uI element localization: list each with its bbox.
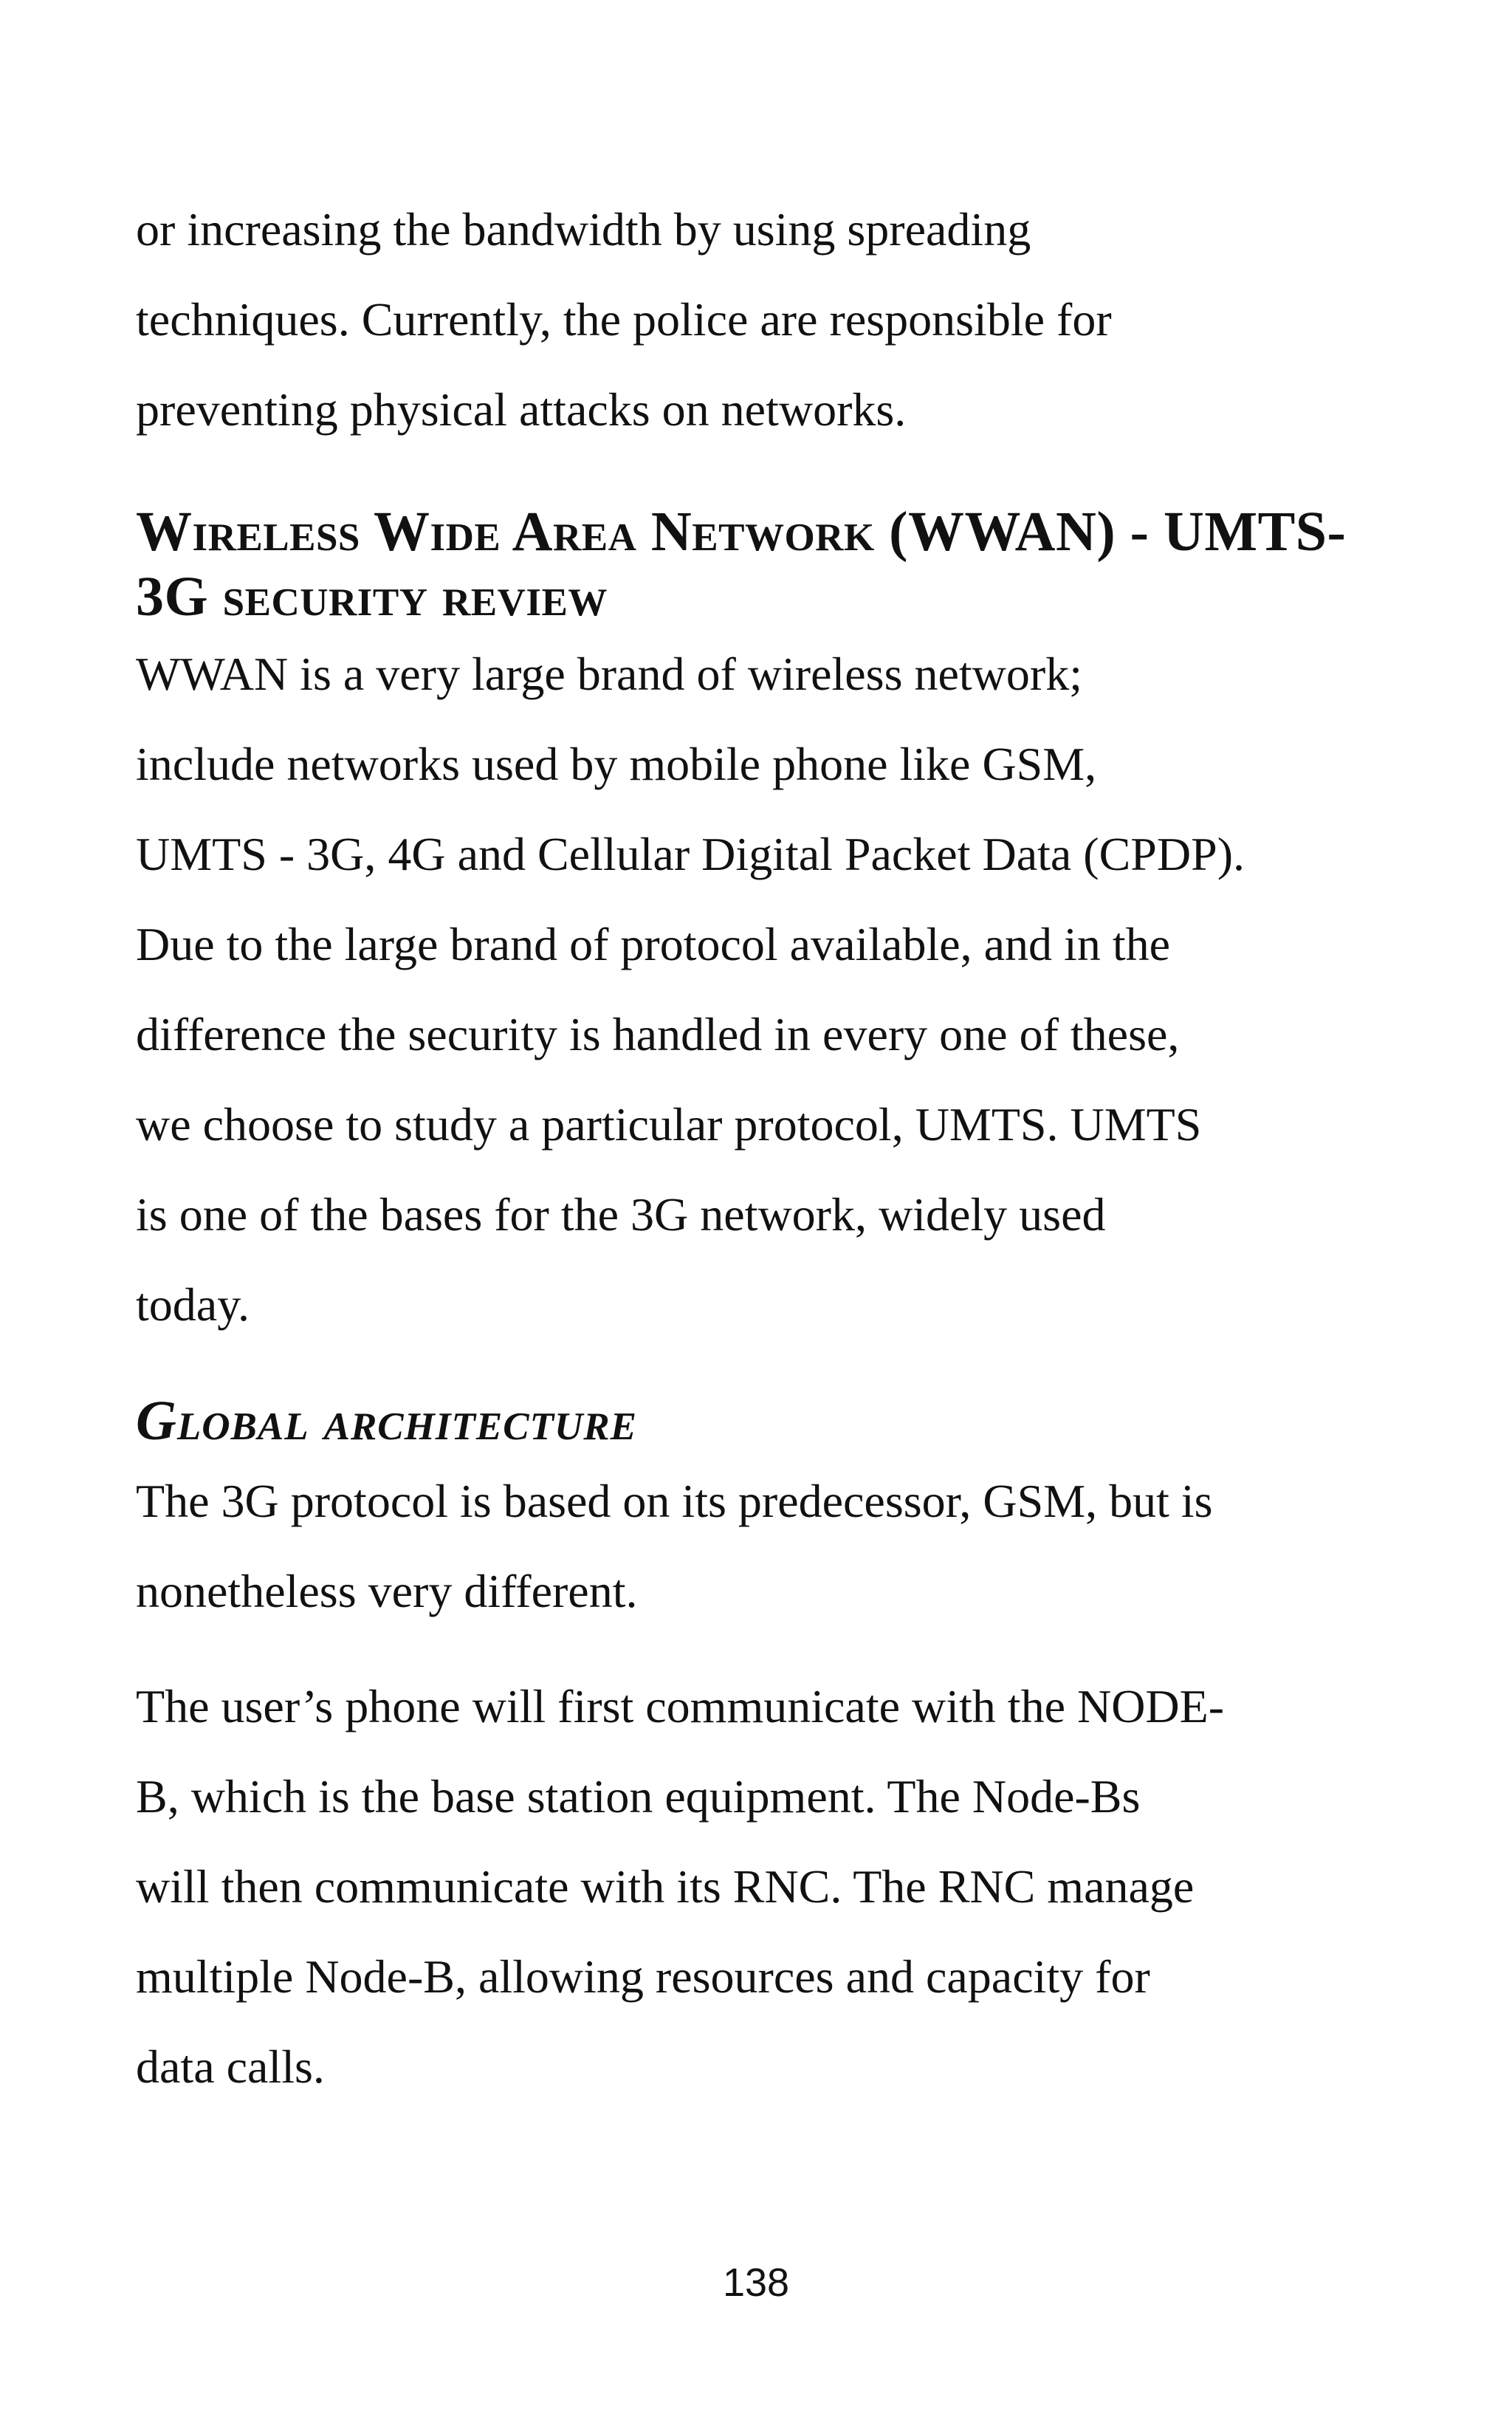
heading-line: Wireless Wide Area Network (WWAN) - UMTS- xyxy=(136,501,1347,563)
text-line: include networks used by mobile phone like GSM, xyxy=(136,738,1097,790)
text-line: Due to the large brand of protocol available, and in the xyxy=(136,918,1170,970)
text-line: The user’s phone will first communicate with the NODE- xyxy=(136,1680,1225,1732)
text-line: is one of the bases for the 3G network, widely used xyxy=(136,1188,1106,1241)
text-line: we choose to study a particular protocol, UMTS. UMTS xyxy=(136,1098,1202,1151)
text-line: nonetheless very different. xyxy=(136,1565,638,1617)
page-content xyxy=(136,185,1376,2112)
intro-paragraph xyxy=(136,185,1376,455)
text-line: UMTS - 3G, 4G and Cellular Digital Packet Data (CPDP). xyxy=(136,828,1245,880)
wwan-paragraph xyxy=(136,629,1376,1350)
section-heading-wwan xyxy=(136,499,1376,629)
text-line: preventing physical attacks on networks. xyxy=(136,383,907,436)
text-line: B, which is the base station equipment. The Node-Bs xyxy=(136,1770,1141,1823)
text-line: data calls. xyxy=(136,2040,325,2093)
spacer xyxy=(136,1636,1376,1662)
text-line: multiple Node-B, allowing resources and capacity for xyxy=(136,1950,1150,2003)
page-number: 138 xyxy=(722,2260,790,2305)
spacer xyxy=(136,455,1376,499)
text-line: difference the security is handled in every one of these, xyxy=(136,1008,1180,1060)
text-line: techniques. Currently, the police are responsible for xyxy=(136,293,1112,346)
global-paragraph-2 xyxy=(136,1662,1376,2112)
text-line: today. xyxy=(136,1278,250,1331)
text-line: will then communicate with its RNC. The RNC manage xyxy=(136,1860,1195,1913)
heading-line: 3G security review xyxy=(136,566,608,628)
spacer xyxy=(136,1350,1376,1385)
section-heading-global-architecture: Global architecture xyxy=(136,1390,637,1452)
text-line: or increasing the bandwidth by using spreading xyxy=(136,203,1031,256)
global-paragraph-1 xyxy=(136,1456,1376,1636)
text-line: The 3G protocol is based on its predecessor, GSM, but is xyxy=(136,1475,1213,1527)
text-line: WWAN is a very large brand of wireless network; xyxy=(136,648,1082,700)
